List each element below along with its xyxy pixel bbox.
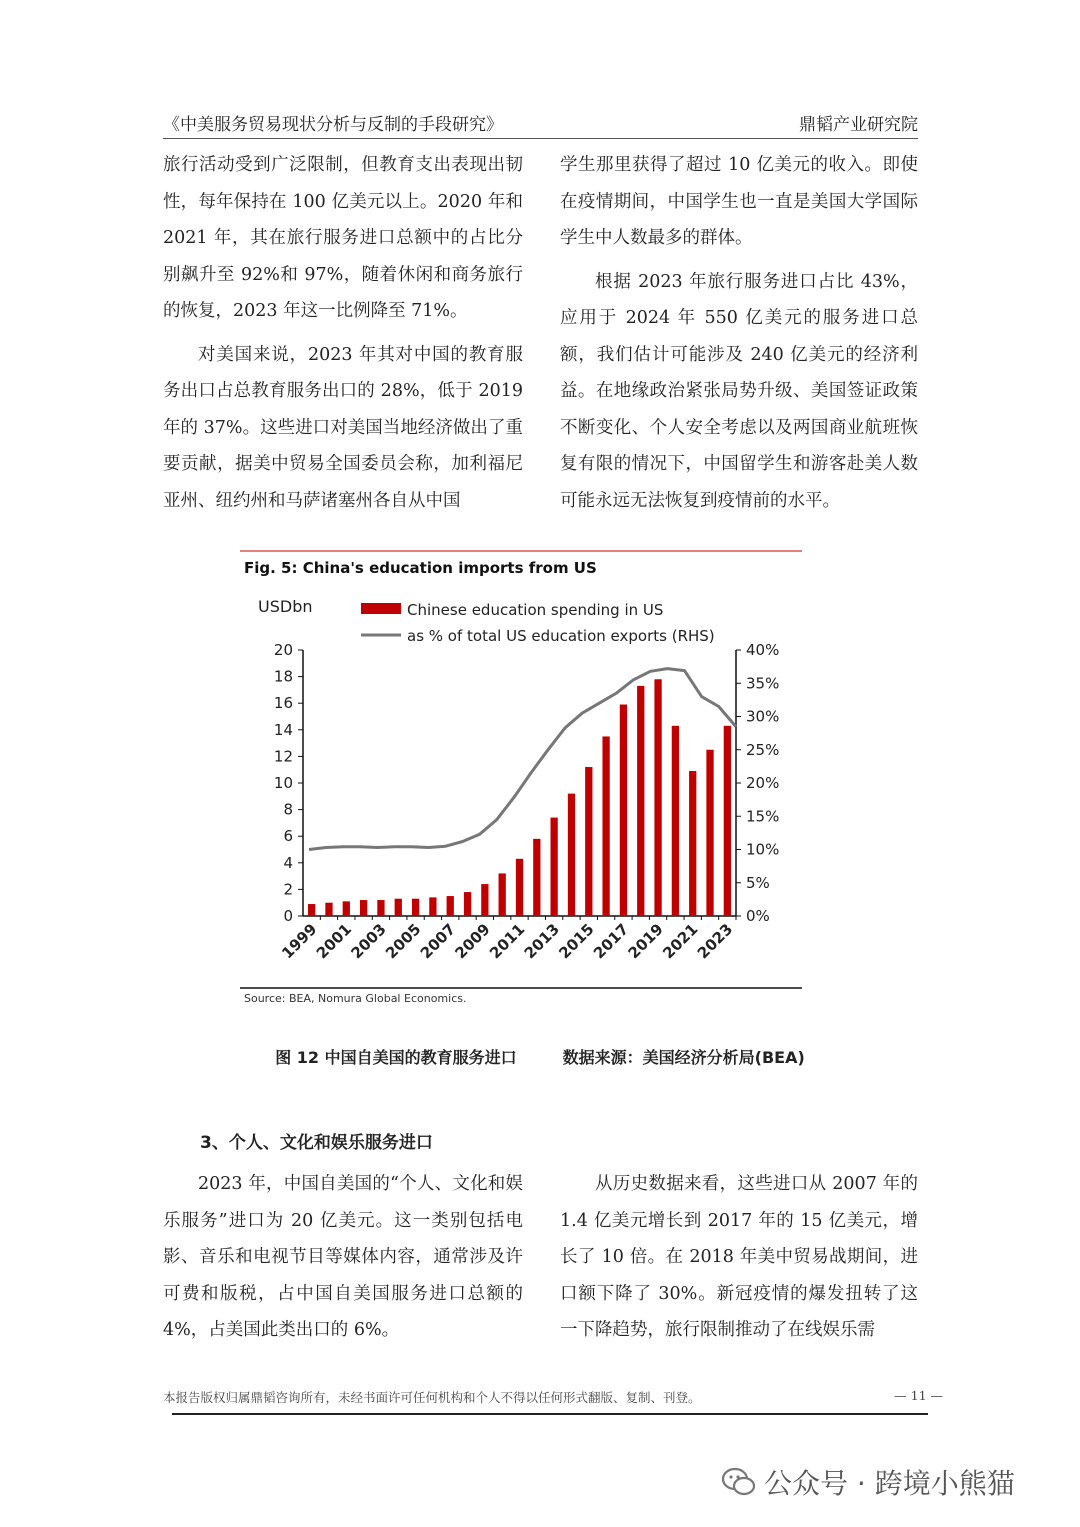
caption-title: 图 12 中国自美国的教育服务进口 (275, 1048, 517, 1067)
x-tick-label: 2017 (589, 920, 633, 963)
x-tick-label: 2001 (312, 920, 356, 963)
y-tick-label: 20 (273, 641, 293, 659)
bar (481, 884, 488, 916)
bar (447, 896, 454, 916)
y-tick-label: 12 (273, 747, 293, 766)
y2-tick-label: 20% (746, 774, 780, 792)
paragraph: 从历史数据来看，这些进口从 2007 年的 1.4 亿美元增长到 2017 年的 15 亿美元，增长了 10 倍。在 2018 年美中贸易战期间，进口额下降了 30%。新冠疫情的爆发扭转了这一下降趋势，旅行限制推动了在线娱乐需 (560, 1174, 918, 1340)
bar (464, 892, 471, 916)
bar (620, 705, 627, 916)
y-tick-label: 0 (283, 907, 293, 925)
chart-title: Fig. 5: China's education imports from US (244, 559, 597, 577)
bar (654, 679, 661, 916)
y-tick-label: 16 (273, 694, 293, 713)
y2-tick-label: 10% (746, 840, 780, 859)
paragraph: 根据 2023 年旅行服务进口占比 43%，应用于 2024 年 550 亿美元的服务进口总额，我们估计可能涉及 240 亿美元的经济利益。在地缘政治紧张局势升级、美国签证政策不断变化、个人安全考虑以及两国商业航班恢复有限的情况下，中国留学生和游客赴美人数可能永远无法恢复到疫情前的水平。 (560, 271, 918, 511)
chart-svg (236, 546, 808, 1010)
x-tick-label: 2003 (347, 920, 390, 963)
right-column-bottom (560, 1166, 918, 1356)
x-tick-label: 2023 (693, 920, 737, 963)
y-tick-label: 10 (273, 774, 293, 792)
y-axis-unit: USDbn (258, 597, 313, 616)
y2-tick-label: 0% (746, 907, 770, 925)
y2-tick-label: 35% (746, 674, 780, 693)
bar (308, 904, 315, 916)
bar (689, 771, 696, 916)
chart-source: Source: BEA, Nomura Global Economics. (244, 992, 467, 1005)
bar (377, 900, 384, 916)
bar (724, 726, 731, 916)
right-column-top (560, 147, 918, 526)
y-tick-label: 4 (283, 853, 293, 872)
y-tick-label: 2 (283, 880, 293, 899)
bar (551, 818, 558, 916)
x-tick-label: 2019 (624, 920, 667, 963)
x-tick-label: 2007 (416, 920, 460, 963)
x-tick-label: 2005 (382, 920, 425, 963)
paragraph: 2023 年，中国自美国的“个人、文化和娱乐服务”进口为 20 亿美元。这一类别包括电影、音乐和电视节目等媒体内容，通常涉及许可费和版税，占中国自美国服务进口总额的 4%，占美国此类出口的 6%。 (163, 1174, 523, 1340)
bar (360, 900, 367, 916)
x-tick-label: 2015 (555, 920, 598, 963)
watermark (722, 1462, 1015, 1502)
bar (637, 686, 644, 916)
bar (672, 726, 679, 916)
page-number: — 11 — (894, 1388, 943, 1403)
page-header (163, 108, 918, 139)
watermark-text: 公众号 · 跨境小熊猫 (764, 1467, 1015, 1500)
bar (343, 901, 350, 916)
header-title: 《中美服务贸易现状分析与反制的手段研究》 (163, 115, 503, 135)
page-footer (163, 1388, 943, 1406)
caption-source: 数据来源：美国经济分析局(BEA) (562, 1048, 805, 1067)
header-org: 鼎韬产业研究院 (799, 115, 918, 135)
bar (499, 873, 506, 916)
wechat-icon (722, 1467, 756, 1497)
legend-line-label: as % of total US education exports (RHS) (407, 627, 715, 645)
x-tick-label: 2009 (451, 920, 494, 963)
footer-rule (172, 1413, 928, 1415)
paragraph: 旅行活动受到广泛限制，但教育支出表现出韧性，每年保持在 100 亿美元以上。2020 年和 2021 年，其在旅行服务进口总额中的占比分别飙升至 92%和 97%，随着休闲和商务旅行的恢复，2023 年这一比例降至 71%。 (163, 155, 523, 321)
section-heading: 3、个人、文化和娱乐服务进口 (200, 1133, 433, 1153)
bar (585, 767, 592, 916)
figure-caption (0, 1045, 1080, 1068)
y-tick-label: 6 (283, 827, 293, 846)
bar (706, 750, 713, 916)
y2-tick-label: 15% (746, 807, 780, 826)
x-tick-label: 2013 (520, 920, 563, 963)
bar (516, 859, 523, 916)
y2-tick-label: 25% (746, 740, 780, 759)
paragraph: 学生那里获得了超过 10 亿美元的收入。即使在疫情期间，中国学生也一直是美国大学国际学生中人数最多的群体。 (560, 155, 918, 248)
y2-tick-label: 5% (746, 873, 770, 892)
y-tick-label: 8 (283, 800, 293, 819)
education-chart-figure (236, 546, 808, 1010)
paragraph: 对美国来说，2023 年其对中国的教育服务出口占总教育服务出口的 28%，低于 2019 年的 37%。这些进口对美国当地经济做出了重要贡献，据美中贸易全国委员会称，加利福尼亚州、纽约州和马萨诸塞州各自从中国 (163, 344, 523, 511)
y-tick-label: 14 (273, 720, 293, 739)
y2-tick-label: 30% (746, 707, 780, 726)
legend-bar-swatch (361, 603, 401, 614)
bar (602, 736, 609, 916)
bar (429, 897, 436, 916)
left-column-bottom (163, 1166, 523, 1356)
left-column-top (163, 147, 523, 526)
footer-copyright: 本报告版权归属鼎韬咨询所有，未经书面许可任何机构和个人不得以任何形式翻版、复制、刊登。 (163, 1390, 701, 1405)
bar (568, 794, 575, 916)
bar (325, 903, 332, 916)
legend-bar-label: Chinese education spending in US (407, 601, 664, 619)
plot-area (274, 641, 779, 962)
x-tick-label: 2021 (659, 920, 702, 963)
x-tick-label: 2011 (486, 920, 529, 963)
bar (412, 899, 419, 916)
y2-tick-label: 40% (746, 641, 780, 659)
bar (395, 899, 402, 916)
x-tick-label: 1999 (278, 920, 321, 963)
y-tick-label: 18 (273, 667, 293, 686)
bar (533, 839, 540, 916)
